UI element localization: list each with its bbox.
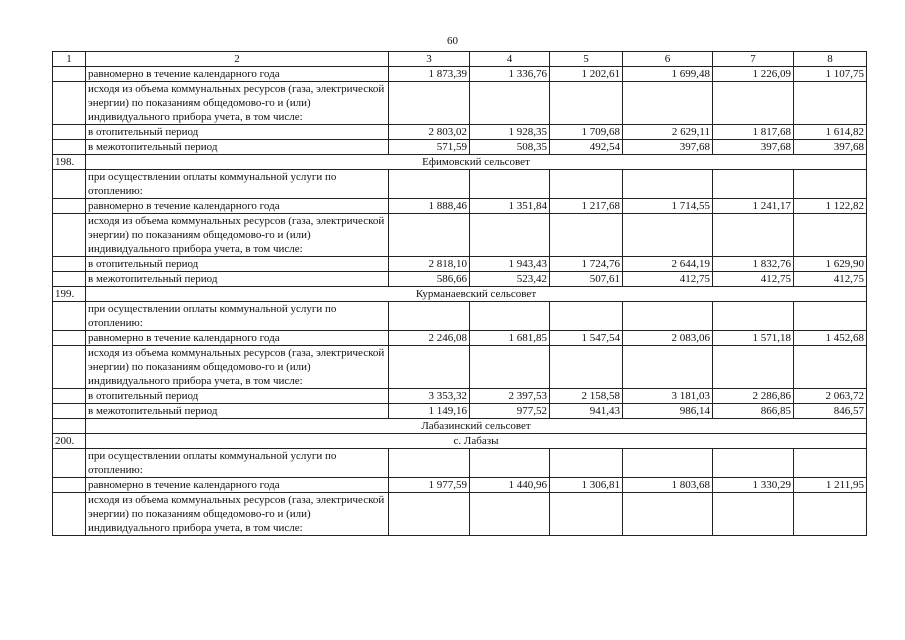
tariff-value-cell: 1 571,18 (713, 331, 794, 346)
tariff-value-cell (713, 346, 794, 389)
tariff-value-cell: 2 818,10 (389, 257, 470, 272)
tariff-value-cell: 2 083,06 (623, 331, 713, 346)
tariff-value-cell: 1 211,95 (794, 478, 867, 493)
row-number (53, 404, 86, 419)
tariff-value-cell: 977,52 (470, 404, 550, 419)
row-number: 200. (53, 434, 86, 449)
tariff-value-cell: 1 440,96 (470, 478, 550, 493)
tariff-value-cell (470, 449, 550, 478)
row-description: исходя из объема коммунальных ресурсов (газа, электрической энергии) по показаниям общедомово-го и (или) индивидуального прибора учета, в том числе: (86, 214, 389, 257)
tariff-value-cell (713, 214, 794, 257)
tariff-value-cell (794, 449, 867, 478)
page-number: 60 (447, 35, 458, 47)
table-row (53, 302, 867, 331)
row-number (53, 125, 86, 140)
tariff-value-cell: 2 246,08 (389, 331, 470, 346)
row-number (53, 419, 86, 434)
row-description: равномерно в течение календарного года (86, 199, 389, 214)
tariff-value-cell (470, 302, 550, 331)
tariff-value-cell (470, 170, 550, 199)
tariff-value-cell (550, 302, 623, 331)
tariff-value-cell: 507,61 (550, 272, 623, 287)
tariff-value-cell: 1 452,68 (794, 331, 867, 346)
section-row (53, 287, 867, 302)
row-number (53, 272, 86, 287)
tariff-value-cell (550, 82, 623, 125)
tariff-value-cell: 1 888,46 (389, 199, 470, 214)
column-header: 2 (86, 52, 389, 67)
row-number (53, 170, 86, 199)
tariff-value-cell: 2 286,86 (713, 389, 794, 404)
tariff-value-cell: 846,57 (794, 404, 867, 419)
tariff-value-cell (550, 170, 623, 199)
tariff-value-cell (794, 170, 867, 199)
tariff-value-cell (389, 302, 470, 331)
tariff-value-cell (794, 82, 867, 125)
table-row (53, 389, 867, 404)
column-header: 3 (389, 52, 470, 67)
column-header: 5 (550, 52, 623, 67)
tariff-value-cell: 412,75 (794, 272, 867, 287)
table-row (53, 125, 867, 140)
tariff-value-cell (550, 346, 623, 389)
column-header: 6 (623, 52, 713, 67)
tariff-value-cell (389, 493, 470, 536)
table-row (53, 257, 867, 272)
tariff-table (52, 51, 867, 536)
tariff-value-cell (550, 493, 623, 536)
row-number (53, 478, 86, 493)
tariff-value-cell (713, 302, 794, 331)
tariff-value-cell: 1 614,82 (794, 125, 867, 140)
row-description: равномерно в течение календарного года (86, 478, 389, 493)
tariff-value-cell: 1 724,76 (550, 257, 623, 272)
tariff-value-cell: 412,75 (713, 272, 794, 287)
table-body (53, 52, 867, 536)
tariff-value-cell: 1 122,82 (794, 199, 867, 214)
table-row (53, 67, 867, 82)
row-description: в отопительный период (86, 389, 389, 404)
section-title: с. Лабазы (86, 434, 867, 449)
row-description: исходя из объема коммунальных ресурсов (газа, электрической энергии) по показаниям общедомово-го и (или) индивидуального прибора учета, в том числе: (86, 493, 389, 536)
row-number (53, 449, 86, 478)
table-row (53, 199, 867, 214)
row-description: в межотопительный период (86, 404, 389, 419)
section-row (53, 434, 867, 449)
tariff-value-cell: 2 629,11 (623, 125, 713, 140)
tariff-value-cell: 1 202,61 (550, 67, 623, 82)
tariff-value-cell: 397,68 (713, 140, 794, 155)
tariff-value-cell: 1 547,54 (550, 331, 623, 346)
tariff-value-cell: 1 149,16 (389, 404, 470, 419)
tariff-value-cell (470, 346, 550, 389)
tariff-value-cell (794, 346, 867, 389)
row-description: исходя из объема коммунальных ресурсов (газа, электрической энергии) по показаниям общедомово-го и (или) индивидуального прибора учета, в том числе: (86, 346, 389, 389)
column-header: 8 (794, 52, 867, 67)
table-row (53, 478, 867, 493)
tariff-value-cell (623, 449, 713, 478)
tariff-value-cell (389, 449, 470, 478)
tariff-value-cell: 492,54 (550, 140, 623, 155)
table-row (53, 346, 867, 389)
row-number (53, 346, 86, 389)
tariff-value-cell: 412,75 (623, 272, 713, 287)
tariff-value-cell: 986,14 (623, 404, 713, 419)
tariff-value-cell: 1 226,09 (713, 67, 794, 82)
row-number (53, 67, 86, 82)
row-description: при осуществлении оплаты коммунальной услуги по отоплению: (86, 302, 389, 331)
tariff-value-cell: 1 832,76 (713, 257, 794, 272)
tariff-value-cell (389, 82, 470, 125)
column-header: 1 (53, 52, 86, 67)
tariff-value-cell (794, 493, 867, 536)
tariff-value-cell: 523,42 (470, 272, 550, 287)
column-header: 4 (470, 52, 550, 67)
tariff-value-cell: 1 803,68 (623, 478, 713, 493)
row-description: в межотопительный период (86, 140, 389, 155)
tariff-value-cell (713, 493, 794, 536)
tariff-value-cell: 397,68 (794, 140, 867, 155)
row-number (53, 493, 86, 536)
tariff-value-cell (713, 170, 794, 199)
tariff-value-cell (389, 170, 470, 199)
tariff-value-cell: 508,35 (470, 140, 550, 155)
tariff-value-cell: 1 306,81 (550, 478, 623, 493)
tariff-value-cell: 1 699,48 (623, 67, 713, 82)
table-row (53, 214, 867, 257)
tariff-value-cell: 1 977,59 (389, 478, 470, 493)
tariff-value-cell: 1 943,43 (470, 257, 550, 272)
tariff-value-cell (389, 346, 470, 389)
tariff-value-cell: 1 107,75 (794, 67, 867, 82)
row-description: в межотопительный период (86, 272, 389, 287)
row-number (53, 140, 86, 155)
tariff-value-cell: 2 158,58 (550, 389, 623, 404)
tariff-value-cell (550, 449, 623, 478)
table-row (53, 170, 867, 199)
row-number: 198. (53, 155, 86, 170)
tariff-value-cell: 397,68 (623, 140, 713, 155)
table-row (53, 331, 867, 346)
tariff-value-cell (713, 449, 794, 478)
table-row (53, 140, 867, 155)
tariff-value-cell: 3 353,32 (389, 389, 470, 404)
tariff-value-cell: 1 928,35 (470, 125, 550, 140)
row-number (53, 302, 86, 331)
table-row (53, 404, 867, 419)
tariff-value-cell: 1 817,68 (713, 125, 794, 140)
tariff-value-cell: 2 644,19 (623, 257, 713, 272)
table-row (53, 272, 867, 287)
row-number: 199. (53, 287, 86, 302)
table-row (53, 82, 867, 125)
row-number (53, 257, 86, 272)
tariff-value-cell: 1 351,84 (470, 199, 550, 214)
row-number (53, 199, 86, 214)
tariff-value-cell: 1 873,39 (389, 67, 470, 82)
row-number (53, 214, 86, 257)
tariff-value-cell (470, 493, 550, 536)
tariff-value-cell: 1 681,85 (470, 331, 550, 346)
row-description: равномерно в течение календарного года (86, 67, 389, 82)
column-header-row (53, 52, 867, 67)
section-title: Ефимовский сельсовет (86, 155, 867, 170)
tariff-value-cell: 2 063,72 (794, 389, 867, 404)
tariff-value-cell (623, 302, 713, 331)
tariff-value-cell: 1 336,76 (470, 67, 550, 82)
row-description: в отопительный период (86, 257, 389, 272)
tariff-value-cell: 3 181,03 (623, 389, 713, 404)
tariff-value-cell: 1 709,68 (550, 125, 623, 140)
row-number (53, 389, 86, 404)
section-title: Лабазинский сельсовет (86, 419, 867, 434)
tariff-value-cell: 2 397,53 (470, 389, 550, 404)
tariff-value-cell: 1 217,68 (550, 199, 623, 214)
row-description: равномерно в течение календарного года (86, 331, 389, 346)
tariff-value-cell (389, 214, 470, 257)
tariff-value-cell (470, 214, 550, 257)
tariff-value-cell: 866,85 (713, 404, 794, 419)
tariff-value-cell (623, 493, 713, 536)
tariff-value-cell (623, 214, 713, 257)
tariff-value-cell (713, 82, 794, 125)
tariff-value-cell: 1 241,17 (713, 199, 794, 214)
section-row (53, 155, 867, 170)
tariff-value-cell (794, 214, 867, 257)
row-description: в отопительный период (86, 125, 389, 140)
row-description: при осуществлении оплаты коммунальной услуги по отоплению: (86, 170, 389, 199)
row-number (53, 82, 86, 125)
tariff-value-cell (623, 346, 713, 389)
tariff-value-cell: 571,59 (389, 140, 470, 155)
tariff-value-cell (550, 214, 623, 257)
row-description: исходя из объема коммунальных ресурсов (газа, электрической энергии) по показаниям общедомово-го и (или) индивидуального прибора учета, в том числе: (86, 82, 389, 125)
section-row (53, 419, 867, 434)
column-header: 7 (713, 52, 794, 67)
row-number (53, 331, 86, 346)
tariff-value-cell: 941,43 (550, 404, 623, 419)
tariff-value-cell: 2 803,02 (389, 125, 470, 140)
tariff-value-cell: 586,66 (389, 272, 470, 287)
tariff-value-cell: 1 629,90 (794, 257, 867, 272)
tariff-value-cell (623, 170, 713, 199)
row-description: при осуществлении оплаты коммунальной услуги по отоплению: (86, 449, 389, 478)
tariff-value-cell: 1 714,55 (623, 199, 713, 214)
table-row (53, 493, 867, 536)
tariff-value-cell (470, 82, 550, 125)
tariff-value-cell: 1 330,29 (713, 478, 794, 493)
tariff-value-cell (623, 82, 713, 125)
tariff-value-cell (794, 302, 867, 331)
table-row (53, 449, 867, 478)
section-title: Курманаевский сельсовет (86, 287, 867, 302)
